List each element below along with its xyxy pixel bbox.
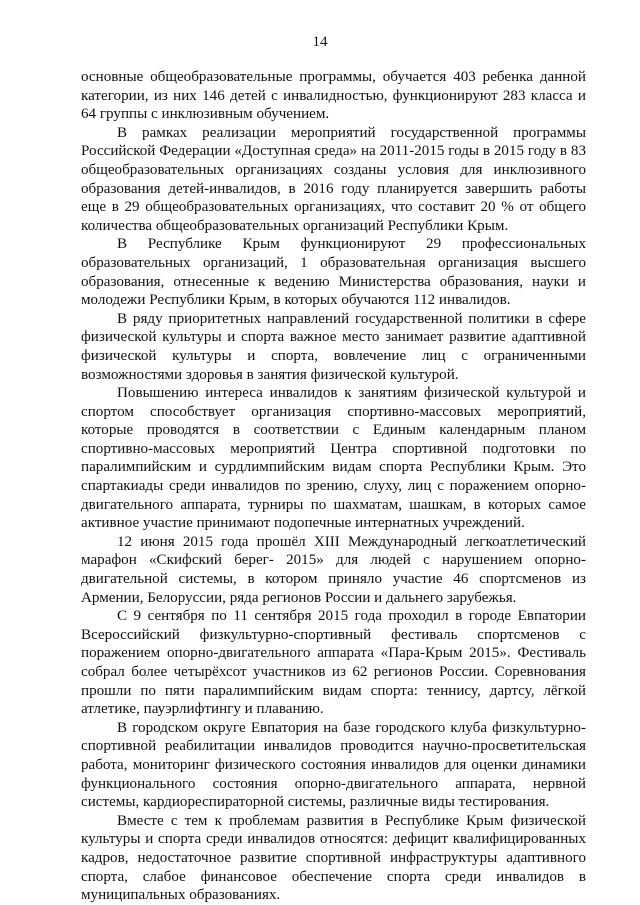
document-body xyxy=(81,68,586,905)
paragraph-problems: Вместе с тем к проблемам развития в Республике Крым физической культуры и спорта среди инвалидов относятся: дефицит квалифицированных кадров, недостаточное развитие спортивной инфраструктуры адаптивного спорта, слабое финансовое обеспечение спорта среди инвалидов в муниципальных образованиях. xyxy=(81,812,586,904)
paragraph-festival: С 9 сентября по 11 сентября 2015 года проходил в городе Евпатории Всероссийский физкультурно-спортивный фестиваль спортсменов с поражением опорно-двигательного аппарата «Пара-Крым 2015». Фестиваль собрал более четырёхсот участников из 62 регионов России. Соревнования прошли по пяти паралимпийским видам спорта: теннису, дартсу, лёгкой атлетике, пауэрлифтингу и плаванию. xyxy=(81,608,586,718)
paragraph-accessible-environment: В рамках реализации мероприятий государственной программы Российской Федерации «Доступная среда» на 2011-2015 годы в 2015 году в 83 общеобразовательных организациях созданы условия для инклюзивного образования детей-инвалидов, в 2016 году планируется завершить работы еще в 29 общеобразовательных организациях, что составит 20 % от общего количества общеобразовательных организаций Республики Крым. xyxy=(81,124,586,234)
page-number: 14 xyxy=(312,34,328,50)
paragraph-adaptive-sport-priority: В ряду приоритетных направлений государственной политики в сфере физической культуры и спорта важное место занимает развитие адаптивной физической культуры и спорта, вовлечение лиц с ограниченными возможностями здоровья в занятия физической культурой. xyxy=(81,310,586,383)
paragraph-continuation: основные общеобразовательные программы, обучается 403 ребенка данной категории, из них 146 детей с инвалидностью, функционируют 283 класса и 64 группы с инклюзивным обучением. xyxy=(81,69,586,123)
paragraph-sport-events: Повышению интереса инвалидов к занятиям физической культурой и спортом способствует организация спортивно-массовых мероприятий, которые проводятся в соответствии с Единым календарным планом спортивно-массовых мероприятий Центра спортивной подготовки по паралимпийским и сурдлимпийским видам спорта Республики Крым. Это спартакиады среди инвалидов по зрению, слуху, лиц с поражением опорно-двигательного аппарата, турниры по шахматам, шашкам, в которых самое активное участие принимают подопечные интернатных учреждений. xyxy=(81,385,586,532)
paragraph-marathon: 12 июня 2015 года прошёл XIII Международный легкоатлетический марафон «Скифский берег- 2015» для людей с нарушением опорно-двигательной системы, в котором приняло участие 46 спортсменов из Армении, Белоруссии, ряда регионов России и дальнего зарубежья. xyxy=(81,533,586,606)
paragraph-professional-organizations: В Республике Крым функционируют 29 профессиональных образовательных организаций, 1 образовательная организация высшего образования, отнесенные к ведению Министерства образования, науки и молодежи Республики Крым, в которых обучаются 112 инвалидов. xyxy=(81,236,586,309)
paragraph-evpatoria-club: В городском округе Евпатория на базе городского клуба физкультурно-спортивной реабилитации инвалидов проводится научно-просветительская работа, мониторинг физического состояния инвалидов для оценки динамики функционального состояния опорно-двигательного аппарата, нервной системы, кардиореспираторной системы, различные виды тестирования. xyxy=(81,719,586,811)
